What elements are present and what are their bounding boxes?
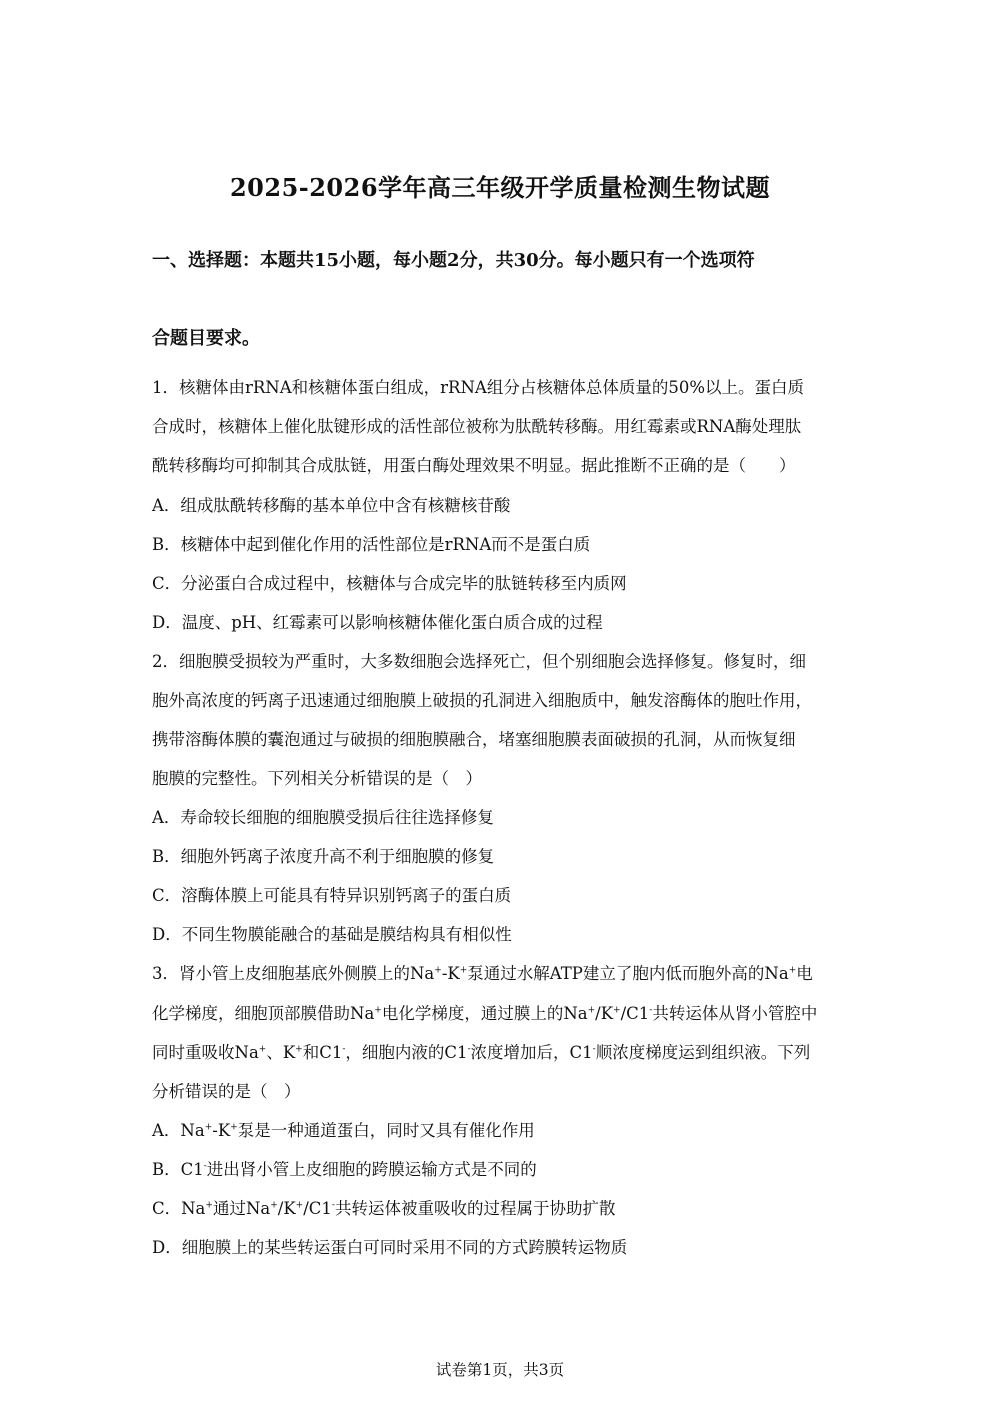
- question-2-option-b: B．细胞外钙离子浓度升高不利于细胞膜的修复: [152, 847, 495, 866]
- question-1-stem-line: 1．核糖体由rRNA和核糖体蛋白组成，rRNA组分占核糖体总体质量的50%以上。蛋白质: [152, 378, 804, 397]
- question-3-stem-line: [152, 962, 857, 986]
- text-run: A．Na: [152, 1121, 205, 1140]
- superscript: -: [467, 1044, 471, 1055]
- question-3-option-c: [152, 1197, 857, 1221]
- question-3-stem-line: [152, 1041, 857, 1065]
- text-run: 和C1: [302, 1043, 343, 1062]
- text-run: /K: [277, 1199, 296, 1218]
- superscript: +: [587, 1005, 596, 1016]
- question-2-stem-line: 胞膜的完整性。下列相关分析错误的是（ ）: [152, 769, 482, 788]
- superscript: +: [459, 965, 468, 976]
- superscript: +: [230, 1122, 238, 1133]
- text-run: C．Na: [152, 1199, 206, 1218]
- superscript: +: [270, 1200, 278, 1211]
- superscript: +: [295, 1044, 303, 1055]
- question-2-stem-line: 胞外高浓度的钙离子迅速通过细胞膜上破损的孔洞进入细胞质中，触发溶酶体的胞吐作用，: [152, 691, 812, 710]
- question-2-option-a: A．寿命较长细胞的细胞膜受损后往往选择修复: [152, 808, 494, 827]
- text-run: 化学梯度，细胞顶部膜借助Na: [152, 1004, 375, 1023]
- question-1-option-a: A．组成肽酰转移酶的基本单位中含有核糖核苷酸: [152, 496, 511, 515]
- superscript: +: [205, 1200, 213, 1211]
- superscript: -: [592, 1044, 596, 1055]
- question-3-stem-line: [152, 1002, 857, 1026]
- text-run: 通过Na: [212, 1199, 271, 1218]
- text-run: D．细胞膜上的某些转运蛋白可同时采用不同的方式跨膜转运物质: [152, 1238, 628, 1257]
- text-run: 浓度增加后，C1: [470, 1043, 593, 1062]
- question-2-stem-line: 携带溶酶体膜的囊泡通过与破损的细胞膜融合，堵塞细胞膜表面破损的孔洞，从而恢复细: [152, 730, 796, 749]
- question-1-option-c: C．分泌蛋白合成过程中，核糖体与合成完毕的肽链转移至内质网: [152, 574, 627, 593]
- question-1-option-b: B．核糖体中起到催化作用的活性部位是rRNA而不是蛋白质: [152, 535, 591, 554]
- text-run: 电: [796, 964, 813, 983]
- text-run: 共转运体被重吸收的过程属于协助扩散: [334, 1199, 616, 1218]
- superscript: -: [649, 1005, 653, 1016]
- question-3-option-b: [152, 1158, 857, 1182]
- text-run: 共转运体从肾小管腔中: [652, 1004, 818, 1023]
- page-footer: 试卷第1页，共3页: [435, 1361, 565, 1379]
- question-1-option-d: D．温度、pH、红霉素可以影响核糖体催化蛋白质合成的过程: [152, 613, 603, 632]
- question-3-option-a: [152, 1119, 857, 1143]
- section-heading-line-2: 合题目要求。: [152, 328, 260, 349]
- question-3-option-d: [152, 1236, 857, 1260]
- question-2-stem-line: 2．细胞膜受损较为严重时，大多数细胞会选择死亡，但个别细胞会选择修复。修复时，细: [152, 652, 806, 671]
- text-run: -K: [441, 964, 460, 983]
- text-run: 电化学梯度，通过膜上的Na: [381, 1004, 588, 1023]
- question-2-option-d: D．不同生物膜能融合的基础是膜结构具有相似性: [152, 925, 512, 944]
- question-1-stem-line: 合成时，核糖体上催化肽键形成的活性部位被称为肽酰转移酶。用红霉素或RNA酶处理肽: [152, 417, 802, 436]
- text-run: 进出肾小管上皮细胞的跨膜运输方式是不同的: [206, 1160, 537, 1179]
- page-title: 2025-2026学年高三年级开学质量检测生物试题: [229, 173, 771, 202]
- text-run: 同时重吸收Na: [152, 1043, 259, 1062]
- text-run: /K: [595, 1004, 614, 1023]
- superscript: +: [788, 965, 797, 976]
- text-run: 泵是一种通道蛋白，同时又具有催化作用: [237, 1121, 535, 1140]
- question-2-option-c: C．溶酶体膜上可能具有特异识别钙离子的蛋白质: [152, 886, 512, 905]
- superscript: +: [204, 1122, 213, 1133]
- section-heading-line-1: 一、选择题：本题共15小题，每小题2分，共30分。每小题只有一个选项符: [152, 250, 755, 271]
- superscript: +: [258, 1044, 267, 1055]
- superscript: +: [295, 1200, 304, 1211]
- text-run: B．C1: [152, 1160, 204, 1179]
- superscript: +: [374, 1005, 382, 1016]
- superscript: -: [203, 1161, 207, 1172]
- text-run: ，细胞内液的C1: [345, 1043, 468, 1062]
- question-3-stem-line: [152, 1080, 857, 1104]
- text-run: 顺浓度梯度运到组织液。下列: [595, 1043, 811, 1062]
- text-run: /C1: [620, 1004, 650, 1023]
- superscript: -: [342, 1044, 346, 1055]
- question-1-stem-line: 酰转移酶均可抑制其合成肽链，用蛋白酶处理效果不明显。据此推断不正确的是（ ）: [152, 456, 796, 475]
- text-run: 泵通过水解ATP建立了胞内低而胞外高的Na: [467, 964, 789, 983]
- text-run: -K: [212, 1121, 231, 1140]
- text-run: /C1: [303, 1199, 332, 1218]
- text-run: 3．肾小管上皮细胞基底外侧膜上的Na: [152, 964, 435, 983]
- superscript: +: [434, 965, 442, 976]
- text-run: 、K: [266, 1043, 296, 1062]
- superscript: -: [331, 1200, 335, 1211]
- text-run: 分析错误的是（ ）: [152, 1082, 301, 1101]
- superscript: +: [613, 1005, 621, 1016]
